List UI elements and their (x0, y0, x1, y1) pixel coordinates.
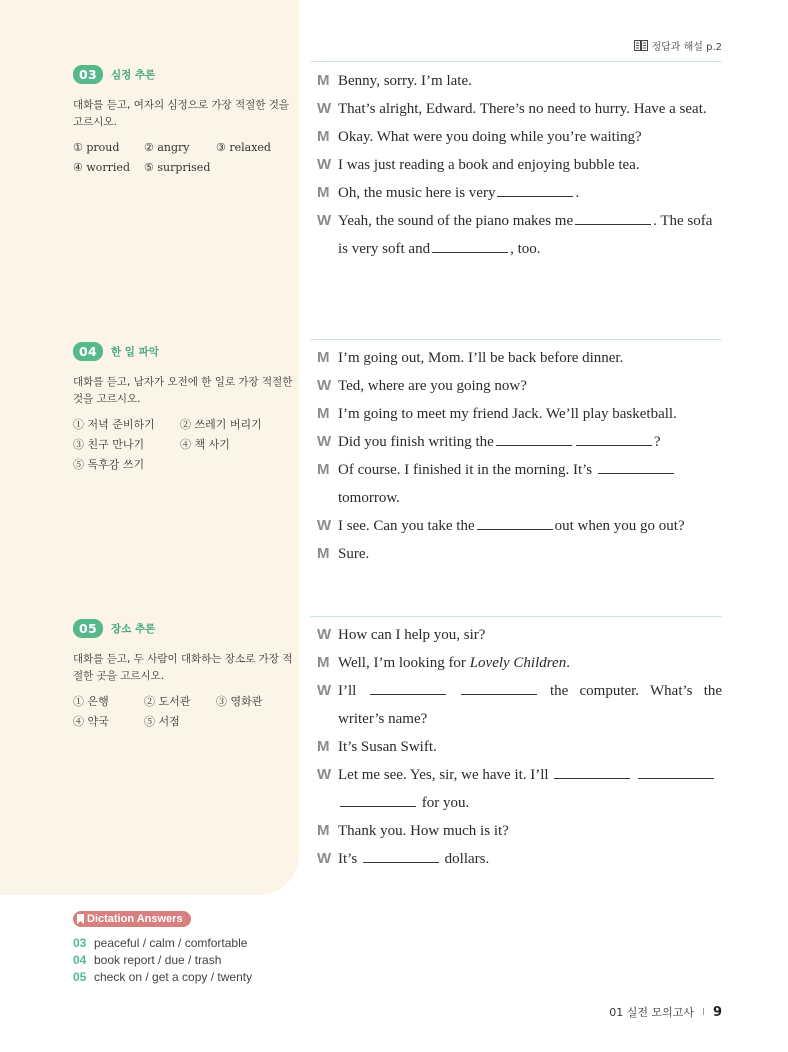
book-icon (634, 40, 648, 51)
dialogue-line (317, 179, 722, 207)
text-segment: the computer. What’s the writer’s name? (338, 683, 723, 727)
text-segment: out when you go out? (554, 518, 685, 534)
option: ⑤ 서점 (144, 715, 180, 728)
dictation-row (73, 968, 252, 985)
text-segment: Oh, the music here is very (338, 185, 496, 201)
answer-blank[interactable] (432, 239, 508, 253)
question-number: 05 (73, 619, 103, 638)
dictation-text: book report / due / trash (94, 952, 222, 967)
dialogue-line (317, 123, 722, 151)
speaker: W (317, 850, 332, 867)
utterance (338, 428, 722, 456)
text-segment: for you. (421, 795, 470, 811)
section-divider (310, 339, 722, 340)
utterance: Ted, where are you going now? (338, 378, 527, 394)
dictation-row (73, 934, 252, 951)
question-number: 03 (73, 65, 103, 84)
answer-blank[interactable] (575, 211, 651, 225)
answer-blank[interactable] (363, 849, 439, 863)
text-segment: It’s (338, 851, 358, 867)
text-segment: Yeah, the sound of the piano makes me (338, 213, 574, 229)
question-options (73, 414, 293, 474)
question-type: 심정 추론 (111, 69, 156, 81)
dictation-num: 05 (73, 969, 87, 984)
text-segment: dollars. (444, 851, 490, 867)
text-segment: . (566, 655, 570, 671)
utterance (338, 456, 722, 512)
utterance (338, 649, 722, 677)
speaker: M (317, 822, 330, 839)
speaker: W (317, 212, 332, 229)
text-segment: . The sofa is very soft and (338, 213, 713, 257)
dialogue-line (317, 400, 722, 428)
dictation-answers (73, 909, 252, 985)
dialogue-line (317, 621, 722, 649)
dialogue-line (317, 677, 722, 733)
page-footer (609, 1004, 722, 1020)
speaker: W (317, 517, 332, 534)
option: ② 도서관 (144, 695, 191, 708)
text-segment: I see. Can you take the (338, 518, 475, 534)
dictation-text: check on / get a copy / twenty (94, 969, 253, 984)
speaker: M (317, 545, 330, 562)
question-options (73, 137, 293, 177)
section-divider (310, 61, 722, 62)
question-type: 장소 추론 (111, 623, 156, 635)
answer-blank[interactable] (370, 681, 446, 695)
utterance (338, 761, 722, 817)
page-number: 9 (712, 1004, 722, 1020)
dictation-num: 04 (73, 952, 87, 967)
dictation-row (73, 951, 252, 968)
question-instruction: 대화를 듣고, 여자의 심정으로 가장 적절한 것을 고르시오. (73, 99, 290, 128)
text-segment: tomorrow. (338, 490, 400, 506)
dialogue-line (317, 151, 722, 179)
answer-blank[interactable] (477, 516, 553, 530)
dialogue-line (317, 761, 722, 817)
answer-reference (634, 38, 722, 53)
dictation-title: Dictation Answers (87, 913, 183, 925)
question-type: 한 일 파악 (111, 346, 159, 358)
speaker: W (317, 156, 332, 173)
answer-blank[interactable] (554, 765, 630, 779)
answer-blank[interactable] (638, 765, 714, 779)
option: ④ worried (73, 160, 130, 174)
book-title: Lovely Children (469, 655, 567, 671)
utterance: Sure. (338, 546, 370, 562)
utterance: I was just reading a book and enjoying bubble tea. (338, 157, 640, 173)
dictation-num: 03 (73, 935, 87, 950)
speaker: W (317, 377, 332, 394)
speaker: W (317, 433, 332, 450)
text-segment: Of course. I finished it in the morning. It’s (338, 462, 593, 478)
text-segment: , too. (510, 241, 541, 257)
answer-blank[interactable] (340, 793, 416, 807)
text-segment: Let me see. Yes, sir, we have it. I’ll (338, 767, 549, 783)
option: ⑤ surprised (144, 160, 211, 174)
question-number: 04 (73, 342, 103, 361)
option: ① proud (73, 140, 120, 154)
utterance: Thank you. How much is it? (338, 823, 509, 839)
question-header-05 (73, 619, 155, 638)
option: ⑤ 독후감 쓰기 (73, 458, 145, 471)
utterance (338, 179, 722, 207)
option: ② angry (144, 140, 190, 154)
dictation-text: peaceful / calm / comfortable (94, 935, 248, 950)
utterance: Okay. What were you doing while you’re waiting? (338, 129, 642, 145)
text-segment: Well, I’m looking for (338, 655, 466, 671)
speaker: M (317, 72, 330, 89)
speaker: M (317, 128, 330, 145)
utterance (338, 512, 722, 540)
option: ③ 영화관 (216, 695, 263, 708)
dialogue-line (317, 456, 722, 512)
section-divider (310, 616, 722, 617)
speaker: M (317, 461, 330, 478)
utterance (338, 845, 722, 873)
answer-blank[interactable] (598, 460, 674, 474)
dialogue-04 (317, 344, 722, 568)
footer-separator: I (702, 1006, 705, 1018)
question-header-03 (73, 65, 155, 84)
utterance: That’s alright, Edward. There’s no need to hurry. Have a seat. (338, 101, 707, 117)
dialogue-line (317, 733, 722, 761)
question-instruction: 대화를 듣고, 남자가 오전에 한 일로 가장 적절한 것을 고르시오. (73, 376, 293, 405)
answer-blank[interactable] (461, 681, 537, 695)
dialogue-line (317, 649, 722, 677)
dictation-tag (73, 911, 191, 927)
question-options (73, 691, 293, 731)
text-segment: Did you finish writing the (338, 434, 494, 450)
dialogue-line (317, 845, 722, 873)
option: ② 쓰레기 버리기 (180, 418, 262, 431)
dialogue-line (317, 207, 722, 263)
answer-blank[interactable] (497, 183, 573, 197)
text-segment: ? (653, 434, 661, 450)
dialogue-line (317, 344, 722, 372)
dictation-list (73, 934, 252, 985)
option: ④ 책 사기 (180, 438, 230, 451)
speaker: M (317, 654, 330, 671)
speaker: M (317, 738, 330, 755)
option: ③ 친구 만나기 (73, 438, 145, 451)
option: ① 저녁 준비하기 (73, 418, 155, 431)
dialogue-line (317, 95, 722, 123)
question-header-04 (73, 342, 159, 361)
dialogue-line (317, 372, 722, 400)
text-segment: I’ll (338, 683, 357, 699)
answer-blank[interactable] (576, 432, 652, 446)
utterance (338, 677, 722, 733)
utterance: How can I help you, sir? (338, 627, 486, 643)
option: ③ relaxed (216, 140, 271, 154)
dialogue-line (317, 512, 722, 540)
question-instruction: 대화를 듣고, 두 사람이 대화하는 장소로 가장 적절한 곳을 고르시오. (73, 653, 293, 682)
dialogue-line (317, 540, 722, 568)
dialogue-line (317, 428, 722, 456)
answer-ref-text: 정답과 해설 p.2 (651, 42, 722, 53)
speaker: W (317, 682, 332, 699)
speaker: W (317, 100, 332, 117)
speaker: M (317, 184, 330, 201)
utterance: I’m going to meet my friend Jack. We’ll play basketball. (338, 406, 677, 422)
answer-blank[interactable] (496, 432, 572, 446)
dialogue-03 (317, 67, 722, 263)
footer-section: 01 실전 모의고사 (609, 1006, 694, 1019)
speaker: W (317, 766, 332, 783)
speaker: M (317, 405, 330, 422)
utterance: Benny, sorry. I’m late. (338, 73, 472, 89)
option: ① 은행 (73, 695, 109, 708)
dialogue-05 (317, 621, 722, 873)
dialogue-line (317, 67, 722, 95)
utterance: I’m going out, Mom. I’ll be back before dinner. (338, 350, 624, 366)
utterance: It’s Susan Swift. (338, 739, 437, 755)
speaker: M (317, 349, 330, 366)
dialogue-line (317, 817, 722, 845)
bookmark-icon (77, 914, 84, 924)
text-segment: . (575, 185, 580, 201)
utterance (338, 207, 722, 263)
option: ④ 약국 (73, 715, 109, 728)
speaker: W (317, 626, 332, 643)
